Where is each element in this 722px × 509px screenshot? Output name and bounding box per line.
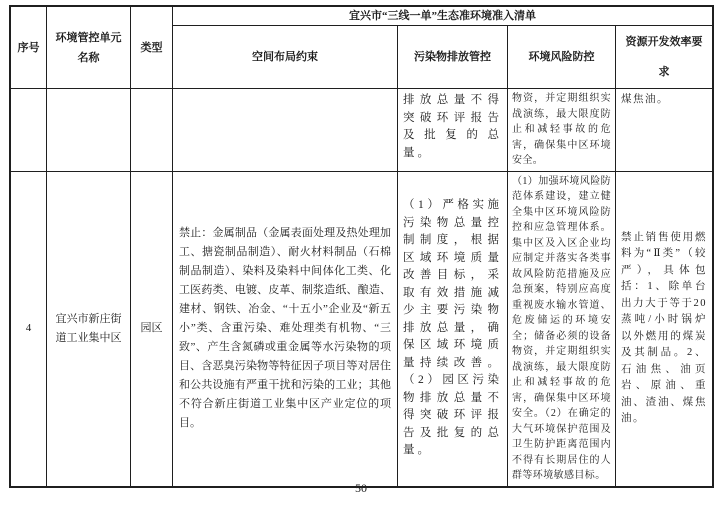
header-type: 类型 [131,7,173,89]
continuation-resource-cell: 煤焦油。 [616,89,713,172]
continuation-row [11,89,713,172]
continuation-risk-cell: 物资，并定期组织实战演练，最大限度防止和减轻事故的危害，确保集中区环境安全。 [508,89,616,172]
row4-resource-cell: 禁止销售使用燃料为“Ⅱ类”（较严），具体包括：1、除单台出力大于等于20蒸吨/小时锅炉以外燃用的煤炭及其制品。2、石油焦、油页岩、原油、重油、渣油、煤焦油。 [616,171,713,486]
continuation-emission-cell: 排放总量不得突破环评报告及批复的总量。 [398,89,508,172]
page-number: 50 [355,481,367,495]
access-list-table [10,6,713,487]
header-index: 序号 [11,7,47,89]
table-row-4 [11,171,713,486]
row4-spatial-cell: 禁止：金属制品（金属表面处理及热处理加工、搪瓷制品制造）、耐火材料制品（石棉制品制造）、染料及染料中间体化工类、化工医药类、电镀、皮革、制浆造纸、酿造、建材、钢铁、冶金、“十五小”企业及“新五小”类、含重污染、难处理类有机物、“三致”、产生含氮磷或重金属等水污染物的项目、含恶臭污染物等特征因子项目等对居住和公共设施有严重干扰和污染的工业；其他不符合新庄街道工业集中区产业定位的项目。 [173,171,398,486]
row4-emission-cell: （1）严格实施污染物总量控制制度，根据区域环境质量改善目标，采取有效措施减少主要污染物排放总量，确保区域环境质量持续改善。（2）园区污染物排放总量不得突破环评报告及批复的总量。 [398,171,508,486]
header-emission: 污染物排放管控 [398,26,508,89]
header-unit-name: 环境管控单元名称 [47,7,131,89]
table-title-row [11,7,713,26]
header-resource: 资源开发效率要求 [616,26,713,89]
continuation-unit-name-cell [47,89,131,172]
row4-unit-name-cell: 宜兴市新庄街道工业集中区 [47,171,131,486]
continuation-type-cell [131,89,173,172]
continuation-spatial-cell [173,89,398,172]
continuation-index-cell [11,89,47,172]
header-spatial: 空间布局约束 [173,26,398,89]
row4-type-cell: 园区 [131,171,173,486]
table-title: 宜兴市“三线一单”生态准环境准入清单 [173,7,713,26]
row4-risk-cell: （1）加强环境风险防范体系建设，建立健全集中区环境风险防控和应急管理体系。集中区及入区企业均应制定并落实各类事故风险防范措施及应急预案，特别应高度重视废水输水管道、危废储运的环境安全；储备必须的设备物资，并定期组织实战演练，最大限度防止和减轻事故的危害，确保集中区环境安全。（2）在确定的大气环境保护范围及卫生防护距离范围内不得有长期居住的人群等环境敏感目标。 [508,171,616,486]
header-risk: 环境风险防控 [508,26,616,89]
row4-index-cell: 4 [11,171,47,486]
